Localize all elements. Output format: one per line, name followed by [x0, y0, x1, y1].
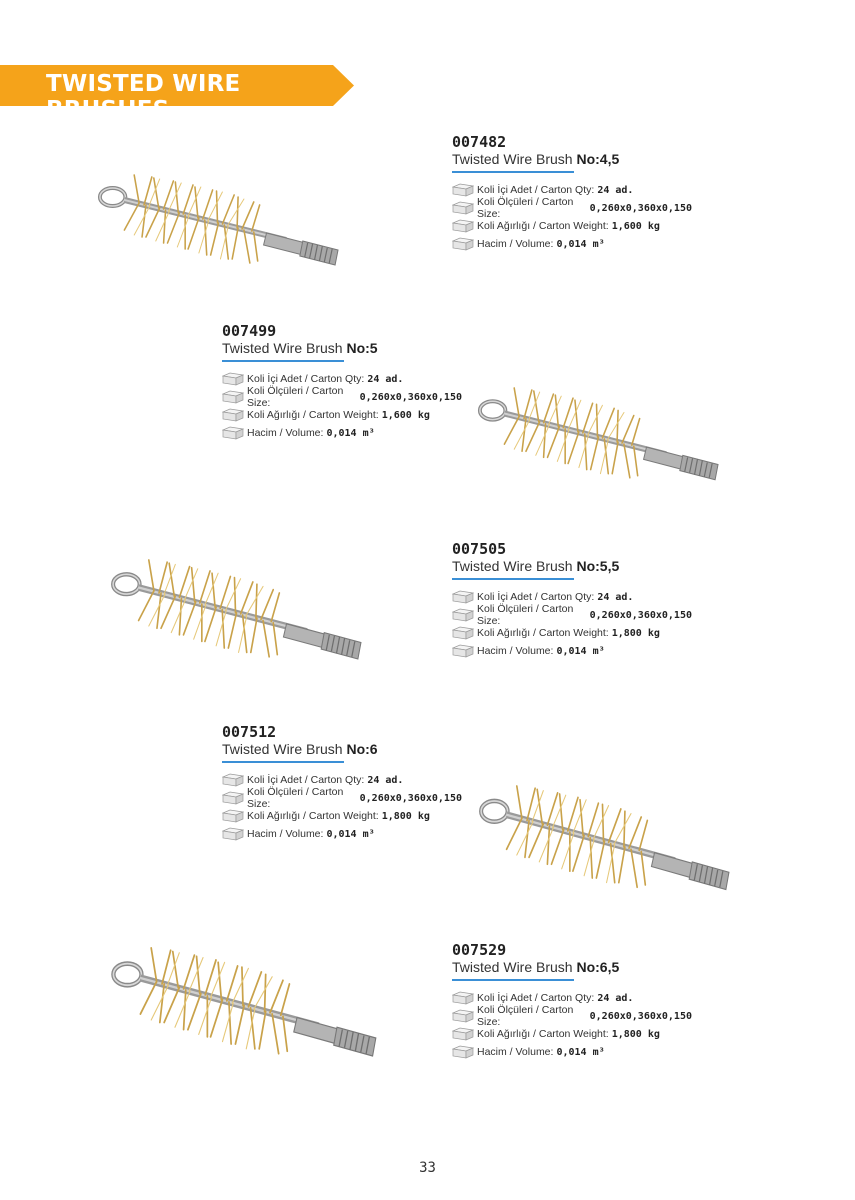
section-banner: [0, 65, 355, 123]
product-name: Twisted Wire Brush No:5,5: [452, 558, 620, 574]
page-number: 33: [419, 1160, 436, 1176]
spec-volume: Hacim / Volume: 0,014 m³: [452, 235, 692, 253]
spec-weight: Koli Ağırlığı / Carton Weight: 1,800 kg: [222, 807, 462, 825]
product-007529: [452, 942, 692, 1061]
spec-qty: Koli İçi Adet / Carton Qty: 24 ad.: [452, 989, 692, 1007]
spec-weight: Koli Ağırlığı / Carton Weight: 1,600 kg: [222, 406, 462, 424]
spec-size: Koli Ölçüleri / Carton Size: 0,260x0,360x0,150: [222, 388, 462, 406]
product-name: Twisted Wire Brush No:6,5: [452, 959, 620, 975]
brush-image-007505: [104, 550, 369, 680]
product-name: Twisted Wire Brush No:4,5: [452, 151, 620, 167]
product-007482: [452, 134, 692, 253]
spec-volume: Hacim / Volume: 0,014 m³: [222, 825, 462, 843]
product-007505: [452, 541, 692, 660]
carton-icon: [222, 372, 244, 386]
product-code: 007505: [452, 540, 507, 558]
carton-icon: [452, 237, 474, 251]
carton-icon: [222, 791, 244, 805]
spec-volume: Hacim / Volume: 0,014 m³: [452, 1043, 692, 1061]
title-underline: [452, 578, 574, 580]
carton-icon: [452, 219, 474, 233]
product-code: 007512: [222, 723, 277, 741]
product-name: Twisted Wire Brush No:6: [222, 741, 378, 757]
product-007499: [222, 323, 462, 442]
product-007512: [222, 724, 462, 843]
spec-weight: Koli Ağırlığı / Carton Weight: 1,800 kg: [452, 624, 692, 642]
carton-icon: [452, 608, 474, 622]
carton-icon: [222, 408, 244, 422]
carton-icon: [452, 991, 474, 1005]
brush-image-007512: [472, 778, 737, 913]
brush-image-007529: [104, 940, 384, 1080]
spec-qty: Koli İçi Adet / Carton Qty: 24 ad.: [222, 370, 462, 388]
product-code: 007529: [452, 941, 507, 959]
title-underline: [222, 360, 344, 362]
carton-icon: [222, 809, 244, 823]
carton-icon: [452, 590, 474, 604]
carton-icon: [452, 1009, 474, 1023]
title-underline: [452, 979, 574, 981]
carton-icon: [452, 183, 474, 197]
product-name: Twisted Wire Brush No:5: [222, 340, 378, 356]
carton-icon: [452, 1045, 474, 1059]
product-code: 007482: [452, 133, 507, 151]
carton-icon: [222, 773, 244, 787]
spec-size: Koli Ölçüleri / Carton Size: 0,260x0,360x0,150: [452, 1007, 692, 1025]
carton-icon: [222, 827, 244, 841]
spec-weight: Koli Ağırlığı / Carton Weight: 1,600 kg: [452, 217, 692, 235]
title-underline: [222, 761, 344, 763]
spec-size: Koli Ölçüleri / Carton Size: 0,260x0,360x0,150: [452, 199, 692, 217]
spec-size: Koli Ölçüleri / Carton Size: 0,260x0,360x0,150: [452, 606, 692, 624]
spec-volume: Hacim / Volume: 0,014 m³: [222, 424, 462, 442]
brush-image-007482: [92, 170, 347, 280]
spec-qty: Koli İçi Adet / Carton Qty: 24 ad.: [452, 588, 692, 606]
title-underline: [452, 171, 574, 173]
spec-volume: Hacim / Volume: 0,014 m³: [452, 642, 692, 660]
carton-icon: [452, 626, 474, 640]
carton-icon: [222, 390, 244, 404]
spec-qty: Koli İçi Adet / Carton Qty: 24 ad.: [222, 771, 462, 789]
product-code: 007499: [222, 322, 277, 340]
section-title: TWISTED WIRE BRUSHES: [46, 71, 241, 123]
spec-weight: Koli Ağırlığı / Carton Weight: 1,800 kg: [452, 1025, 692, 1043]
carton-icon: [452, 1027, 474, 1041]
brush-image-007499: [470, 380, 725, 500]
carton-icon: [452, 644, 474, 658]
spec-size: Koli Ölçüleri / Carton Size: 0,260x0,360x0,150: [222, 789, 462, 807]
carton-icon: [222, 426, 244, 440]
spec-qty: Koli İçi Adet / Carton Qty: 24 ad.: [452, 181, 692, 199]
carton-icon: [452, 201, 474, 215]
